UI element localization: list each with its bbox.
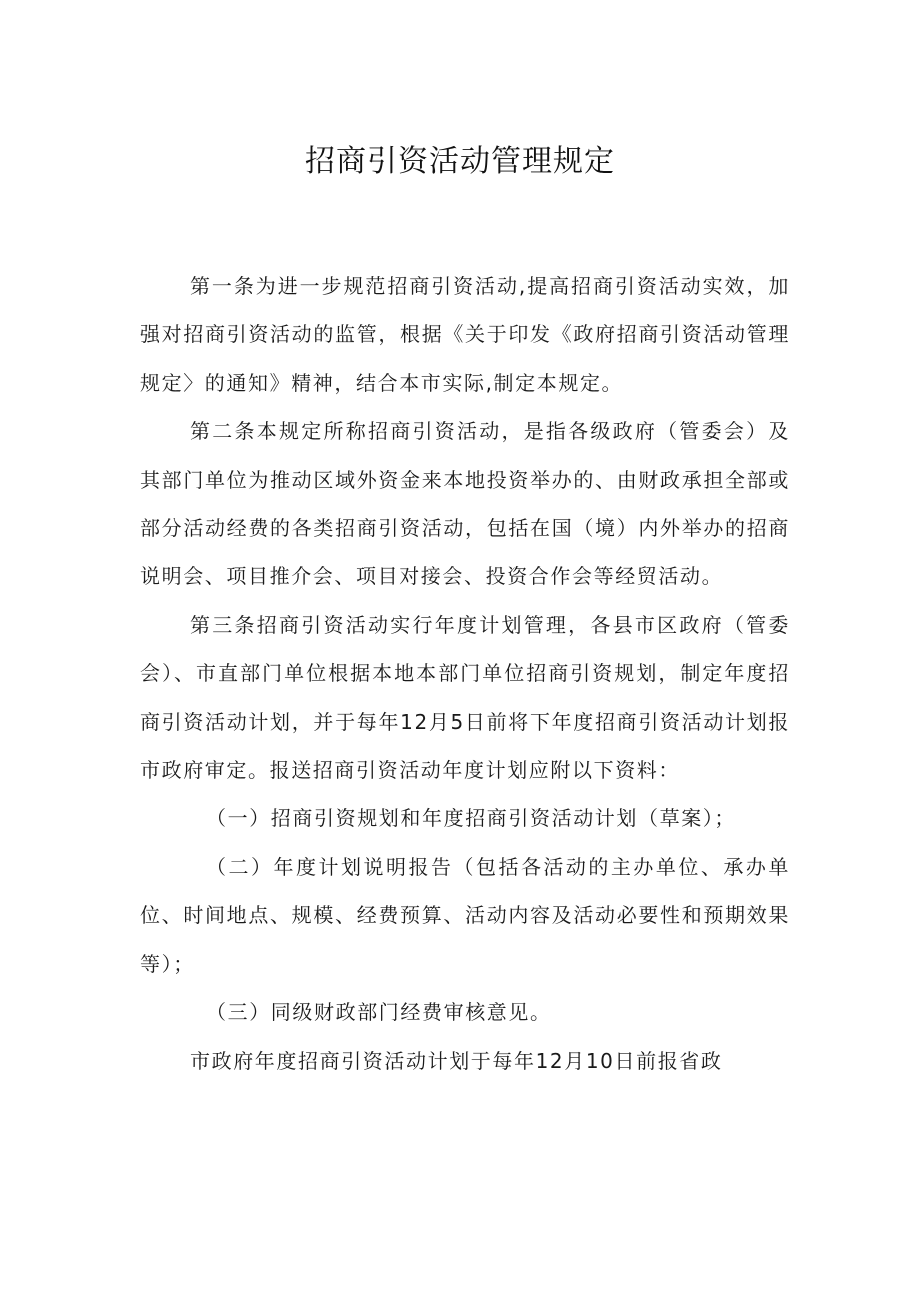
article-3-paragraph: 第三条招商引资活动实行年度计划管理，各县市区政府（管委会）、市直部门单位根据本地本部门单位招商引资规划，制定年度招商引资活动计划，并于每年12月5日前将下年度招商引资活动计划报市政府审定。报送招商引资活动年度计划应附以下资料：: [140, 612, 790, 783]
document-body: [140, 262, 790, 1085]
list-item-1: （一）招商引资规划和年度招商引资活动计划（草案）；: [206, 806, 736, 831]
list-item-2: （二）年度计划说明报告（包括各活动的主办单位、承办单位、时间地点、规模、经费预算、活动内容及活动必要性和预期效果等）；: [140, 854, 790, 976]
closing-paragraph: 市政府年度招商引资活动计划于每年12月10日前报省政: [190, 1048, 723, 1073]
article-1-paragraph: 第一条为进一步规范招商引资活动,提高招商引资活动实效，加强对招商引资活动的监管，根据《关于印发《政府招商引资活动管理规定〉的通知》精神，结合本市实际,制定本规定。: [140, 274, 790, 395]
list-item-3: （三）同级财政部门经费审核意见。: [206, 1000, 552, 1025]
article-2-paragraph: 第二条本规定所称招商引资活动，是指各级政府（管委会）及其部门单位为推动区域外资金来本地投资举办的、由财政承担全部或部分活动经费的各类招商引资活动，包括在国（境）内外举办的招商说明会、项目推介会、项目对接会、投资合作会等经贸活动。: [140, 419, 790, 589]
document-title: 招商引资活动管理规定: [305, 144, 615, 179]
